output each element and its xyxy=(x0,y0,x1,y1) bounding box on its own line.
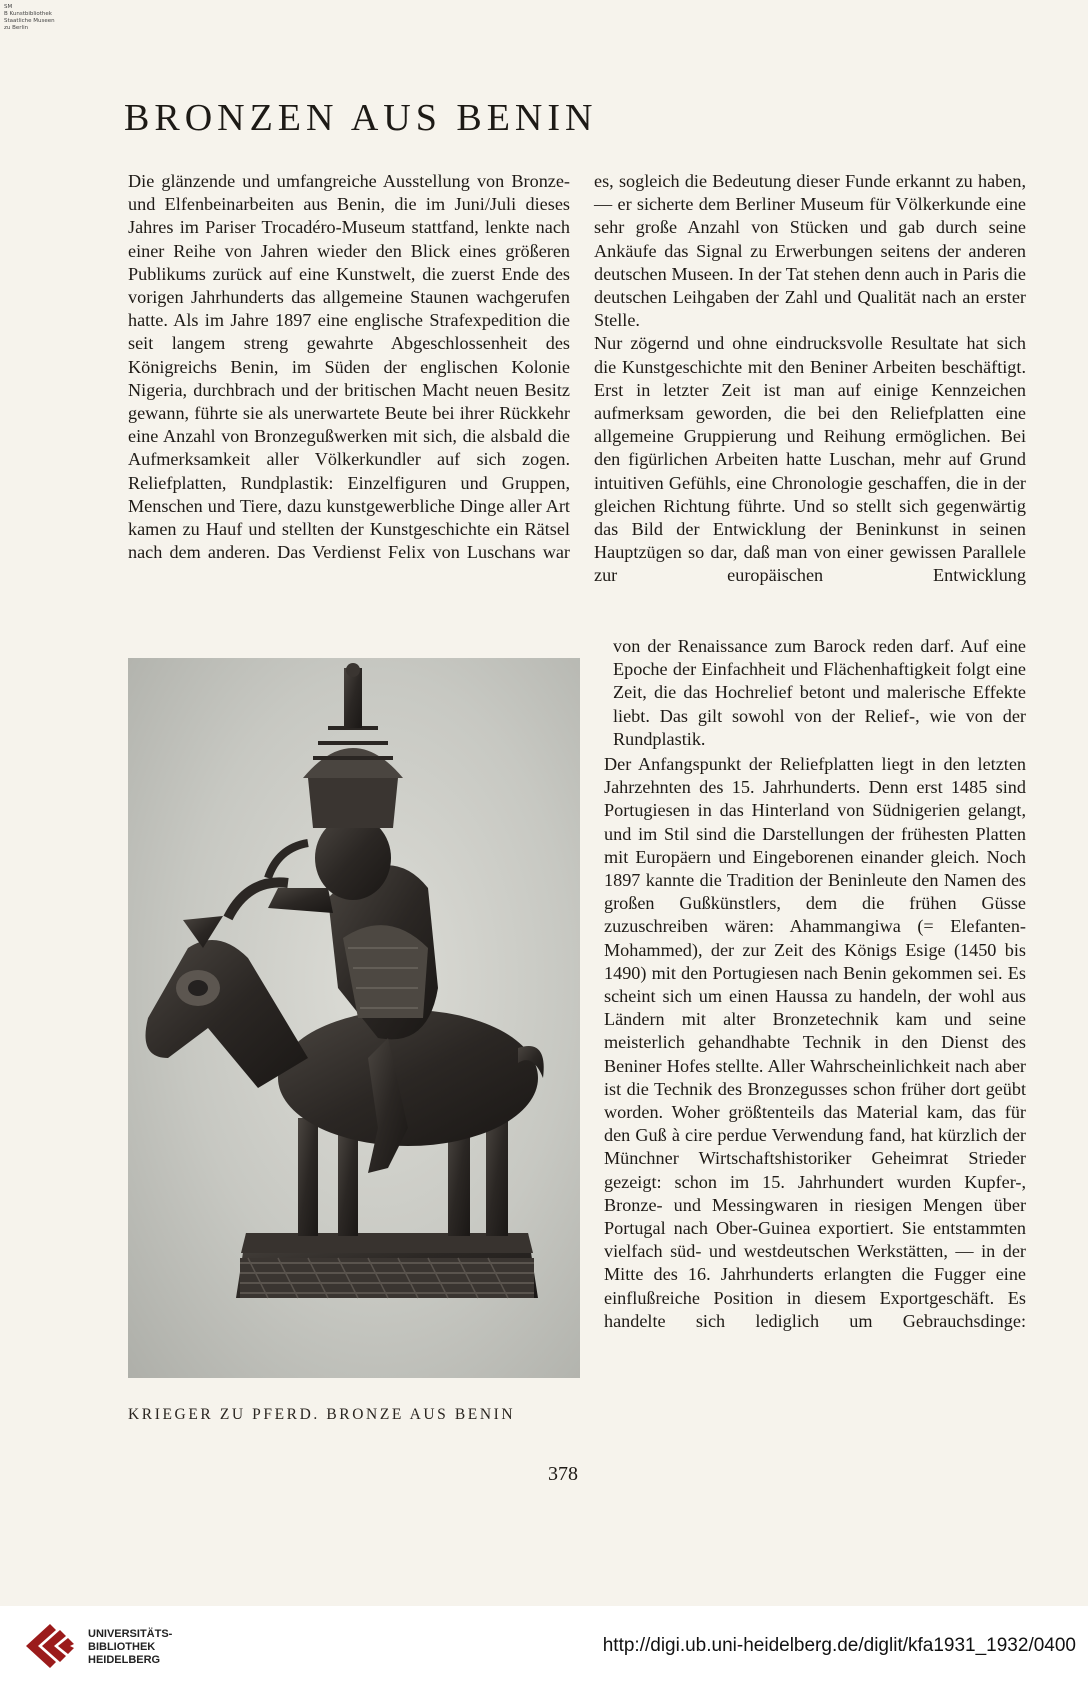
digitization-footer xyxy=(0,1606,1088,1685)
stamp-line: Staatliche Museen xyxy=(4,18,55,24)
left-column xyxy=(128,170,570,564)
stamp-line: SM xyxy=(4,4,13,10)
stamp-line: zu Berlin xyxy=(4,25,29,31)
library-name-line: UNIVERSITÄTS- xyxy=(88,1628,173,1640)
article-title: BRONZEN AUS BENIN xyxy=(124,97,598,139)
right-paragraph-1: es, sogleich die Bedeutung dieser Funde erkannt zu haben, — er sicherte dem Berliner Museum für Völkerkunde eine sehr große Anzahl von Stücken und gab durch seine Ankäufe das Signal zu Erwerbungen seitens der anderen deutschen Museen. In der Tat stehen denn auch in Paris die deutschen Leihgaben der Zahl und Qualität nach an erster Stelle. xyxy=(594,171,1026,331)
library-stamp xyxy=(4,4,55,32)
right-column-bottom xyxy=(604,753,1026,1333)
source-url-link[interactable]: http://digi.ub.uni-heidelberg.de/diglit/kfa1931_1932/0400 xyxy=(602,1635,1076,1656)
right-column-top xyxy=(594,170,1026,588)
right-paragraph-2-continued: von der Renaissance zum Barock reden darf. Auf eine Epoche der Einfachheit und Flächenhaftigkeit folgt eine Zeit, die das Hochrelief betont und malerische Effekte liebt. Das gilt sowohl von der Relief-, wie von der Rundplastik. xyxy=(613,636,1026,749)
stamp-line: B Kunstbibliothek xyxy=(4,11,52,17)
right-paragraph-2: Nur zögernd und ohne eindrucksvolle Resultate hat sich die Kunstgeschichte mit den Beniner Arbeiten beschäftigt. Erst in letzter Zeit ist man auf einige Kennzeichen aufmerksam geworden, die bei den Reliefplatten eine allgemeine Gruppierung und Reihung ermöglichen. Bei den figürlichen Arbeiten hatte Luschan, mehr auf Grund intuitiven Gefühls, eine Chronologie geschaffen, die in der gleichen Richtung führte. Und so stellt sich gegenwärtig das Bild der Entwicklung der Beninkunst in seinen Hauptzügen so dar, daß man von einer gewissen Parallele zur europäischen Entwicklung xyxy=(594,333,1026,586)
library-name xyxy=(88,1628,172,1667)
page-number: 378 xyxy=(548,1463,578,1485)
right-column-middle xyxy=(613,635,1026,751)
right-paragraph-3: Der Anfangspunkt der Reliefplatten liegt in den letzten Jahrzehnten des 15. Jahrhunderts. Denn erst 1485 sind Portugiesen in das Hinterland von Südnigerien gelangt, und im Stil sind die Darstellungen der frühesten Platten mit Europäern und Eingeborenen einander gleich. Noch 1897 kannte die Tradition der Beninleute den Namen des großen Gußkünstlers, dem die frühen Güsse zuzuschreiben wären: Ahammangiwa (= Elefanten-Mohammed), der zur Zeit des Königs Esige (1450 bis 1490) mit den Portugiesen nach Benin gekommen sei. Es scheint sich um einen Haussa zu handeln, der wohl aus Ländern mit alter Bronzetechnik kam und seine meisterlich gehandhabte Technik in den Dienst des Beniner Hofes stellte. Aller Wahrscheinlichkeit nach aber ist die Technik des Bronzegusses schon früher dort geübt worden. Woher größtenteils das Material kam, das für den Guß à cire perdue Verwendung fand, hat kürzlich der Münchner Wirtschaftshistoriker Geheimrat Strieder gezeigt: schon im 15. Jahrhundert wurden Kupfer-, Bronze- und Messingwaren in riesigen Mengen über Portugal nach Ober-Guinea exportiert. Sie entstammten vielfach süd- und westdeutschen Werkstätten, — in der Mitte des 16. Jahrhunderts erlangten die Fugger eine einflußreiche Position in diesem Exportgeschäft. Es handelte sich lediglich um Gebrauchsdinge: xyxy=(604,754,1026,1331)
library-name-line: BIBLIOTHEK xyxy=(88,1641,156,1653)
sculpture-photo xyxy=(128,658,580,1378)
figure-caption: KRIEGER ZU PFERD. BRONZE AUS BENIN xyxy=(128,1406,516,1423)
university-library-logo-icon xyxy=(20,1618,80,1672)
left-paragraph: Die glänzende und umfangreiche Ausstellung von Bronze- und Elfenbeinarbeiten aus Benin, die im Juni/Juli dieses Jahres im Pariser Trocadéro-Museum stattfand, lenkte nach einer Reihe von Jahren wieder den Blick eines größeren Publikums zurück auf eine Kunstwelt, die zuerst Ende des vorigen Jahrhunderts das allgemeine Staunen wachgerufen hatte. Als im Jahre 1897 eine englische Strafexpedition die seit langem streng gewahrte Abgeschlossenheit des Königreichs Benin, im Süden der englischen Kolonie Nigeria, durchbrach und der britischen Macht neuen Besitz gewann, führte sie als unerwartete Beute bei ihrer Rückkehr eine Anzahl von Bronzegußwerken mit sich, die alsbald die Aufmerksamkeit aller Völkerkundler auf sich zogen. Reliefplatten, Rundplastik: Einzelfiguren und Gruppen, Menschen und Tiere, dazu kunstgewerbliche Dinge aller Art kamen zu Hauf und stellten der Kunstgeschichte ein Rätsel nach dem anderen. Das Verdienst Felix von Luschans war xyxy=(128,171,570,563)
warrior-on-horse-illustration xyxy=(128,658,580,1378)
library-name-line: HEIDELBERG xyxy=(88,1654,161,1666)
